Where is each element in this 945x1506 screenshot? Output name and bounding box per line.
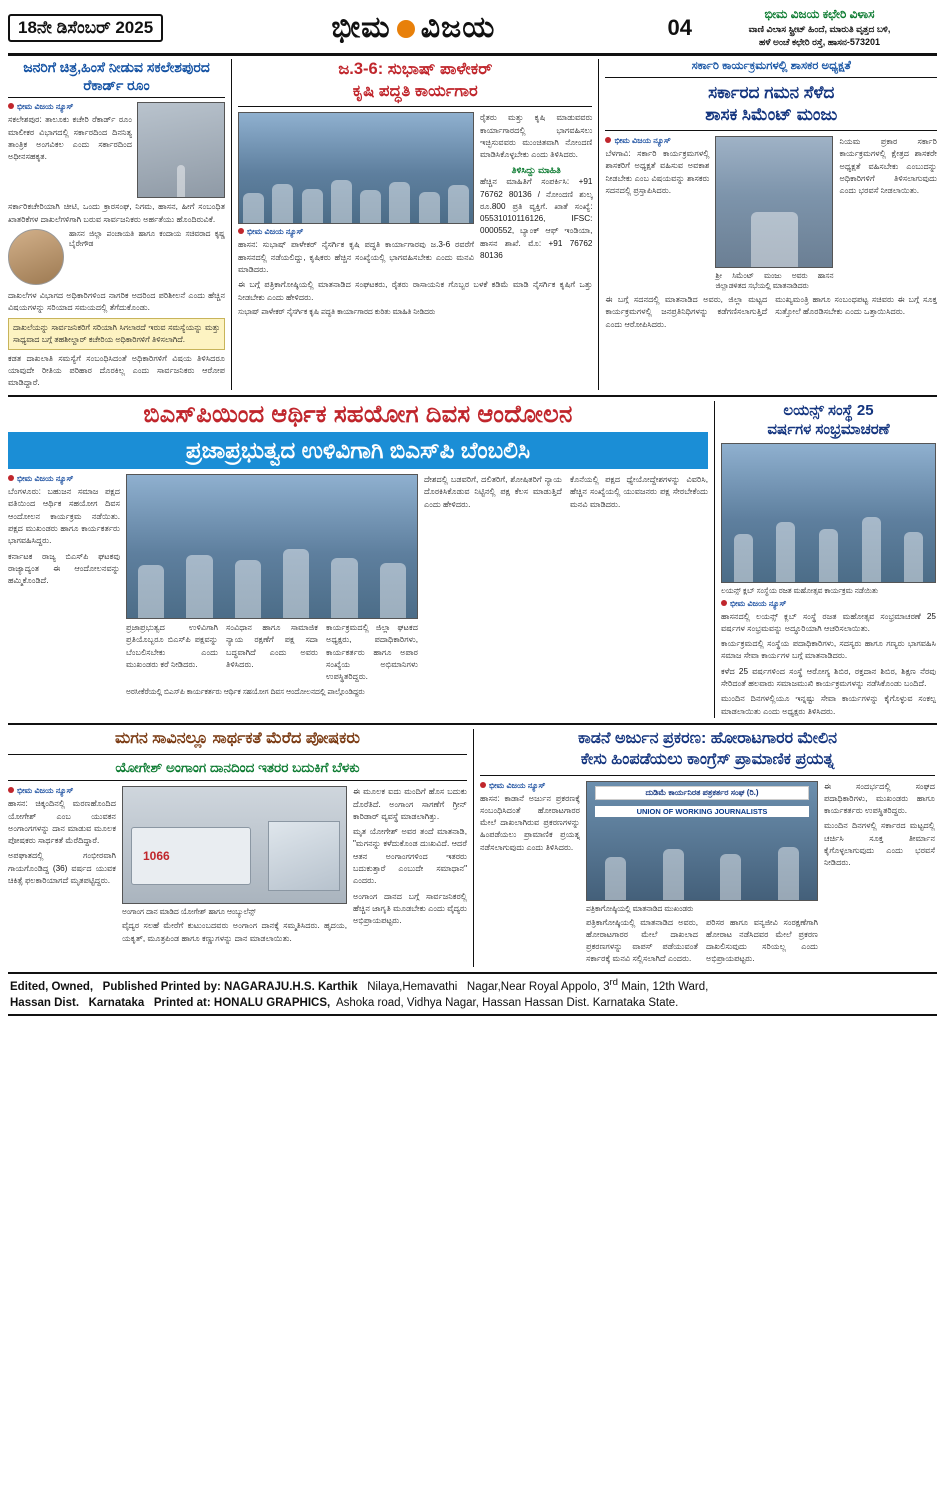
footer-printer-address: Ashoka road, Vidhya Nagar, Hassan Hassan Dist. Karnataka State. [335, 996, 679, 1009]
organ-p1: ಹಾಸನ: ಚಿಕ್ಕಂದಿನಲ್ಲಿ ಮರಣಹೊಂದಿದ ಯೋಗೇಶ್ ಎಂಬ ಯುವಕನ ಅಂಗಾಂಗಗಳನ್ನು ದಾನ ಮಾಡುವ ಮೂಲಕ ಪೋಷಕರು ಸಾರ್ಥಕತೆ ಮೆರೆದಿದ್ದಾರೆ. [8, 799, 116, 846]
organ-p2: ಅಪಘಾತದಲ್ಲಿ ಗಂಭೀರವಾಗಿ ಗಾಯಗೊಂಡಿದ್ದ (36) ವರ್ಷದ ಯುವಕ ಚಿಕಿತ್ಸೆ ಫಲಕಾರಿಯಾಗದೆ ಮೃತಪಟ್ಟಿದ್ದರು. [8, 851, 116, 886]
footer-edited-owned: Edited, Owned, [10, 981, 94, 994]
lions-p4: ಮುಂದಿನ ದಿನಗಳಲ್ಲಿಯೂ ಇನ್ನಷ್ಟು ಸೇವಾ ಕಾರ್ಯಗಳನ್ನು ಕೈಗೊಳ್ಳುವ ಸಂಕಲ್ಪ ಮಾಡಲಾಯಿತು ಎಂದು ಅಧ್ಯಕ್ಷರು ತಿಳಿಸಿದರು. [721, 694, 936, 716]
sakleshpur-p2: ಸರ್ಕಾರಿಕಚೇರಿಯಾಗಿ ಚೀಟಿ, ಒಂದು ಕ್ರಾರಸಂಘ, ನಿಗಮ, ಹಾಸನ, ಹೀಗೆ ಸಂಬಂಧಿತ ಖಾತರಿಕೆಗಳ ದಾಖಲೆಗಳಿಗಾಗಿ ಬರುವ ಸಾರ್ವಜನಿಕರು ಅರ್ಹತೆಯು ಹೊಂದಿರುವಿಕೆ. [8, 202, 226, 224]
organ-p5: ಮೃತ ಯೋಗೇಶ್ ಅವರ ತಂದೆ ಮಾತನಾಡಿ, "ಮಗನನ್ನು ಕಳೆದುಕೊಂಡ ದುಃಖವಿದೆ. ಆದರೆ ಆತನ ಅಂಗಾಂಗಗಳಿಂದ ಇತರರು ಬದುಕುತ್ತಾರೆ ಎಂಬುದೇ ಸಮಾಧಾನ" ಎಂದರು. [353, 827, 467, 886]
bsp-headline: ಬಿಎಸ್‌ಪಿಯಿಂದ ಆರ್ಥಿಕ ಸಹಯೋಗ ದಿವಸ ಆಂದೋಲನ [143, 400, 573, 428]
masthead-title-right: ವಿಜಯ [420, 10, 496, 44]
lions-photo-caption: ಲಯನ್ಸ್ ಕ್ಲಬ್ ಸಂಸ್ಥೆಯ ರಜತ ಮಹೋತ್ಸವ ಕಾರ್ಯಕ್ರಮ ನಡೆಯಿತು [721, 585, 879, 595]
bsp-p1: ಬೆಂಗಳೂರು: ಬಹುಜನ ಸಮಾಜ ಪಕ್ಷದ ವತಿಯಿಂದ ಆರ್ಥಿಕ ಸಹಯೋಗ ದಿವಸ ಆಂದೋಲನ ಕಾರ್ಯಕ್ರಮ ನಡೆಯಿತು. ಪಕ್ಷದ ಮುಖಂಡರು ಹಾಗೂ ಕಾರ್ಯಕರ್ತರು ಭಾಗವಹಿಸಿದ್ದರು. [8, 487, 120, 546]
footer-imprint [8, 972, 937, 1016]
palekar-photo [238, 112, 474, 224]
article-organ-donation [8, 729, 474, 967]
footer-published-by: Published Printed by: NAGARAJU.H.S. Karthik [102, 981, 358, 994]
mla-p4: ನಿಯಮ ಪ್ರಕಾರ ಸರ್ಕಾರಿ ಕಾರ್ಯಕ್ರಮಗಳಲ್ಲಿ ಕ್ಷೇತ್ರದ ಶಾಸಕರೇ ಅಧ್ಯಕ್ಷತೆ ವಹಿಸಬೇಕು ಎಂಬುದನ್ನು ಅಧಿಕಾರಿಗಳಿಗೆ ತಿಳಿಸಲಾಗುವುದು ಎಂದು ಭರವಸೆ ನೀಡಲಾಯಿತು. [839, 137, 937, 196]
masthead-address-line3: ಹಳೆ ಅಂಚೆ ಕಛೇರಿ ರಸ್ತೆ, ಹಾಸನ-573201 [759, 37, 880, 48]
mla-p1: ಬೆಳಗಾವಿ: ಸರ್ಕಾರಿ ಕಾರ್ಯಕ್ರಮಗಳಲ್ಲಿ ಶಾಸಕರಿಗೆ ಅಧ್ಯಕ್ಷತೆ ವಹಿಸುವ ಅವಕಾಶ ನೀಡಬೇಕು ಎಂಬ ವಿಷಯವನ್ನು ಶಾಸಕರು ಸದನದಲ್ಲಿ ಪ್ರಸ್ತಾಪಿಸಿದರು. [605, 149, 710, 195]
press-banner-kn: ದುಡಿಮೆ ಕಾರ್ಯನಿರತ ಪತ್ರಕರ್ತರ ಸಂಘ (ರಿ.) [645, 787, 759, 797]
footer-line-1 [10, 977, 935, 995]
mla-photo [715, 136, 833, 268]
byline: ಭೀಮ ವಿಜಯ ನ್ಯೂಸ್ [238, 227, 474, 237]
bsp-p7: ಕರ್ನಾಟಕ ರಾಜ್ಯ ಬಿಎಸ್‌ಪಿ ಘಟಕವು ರಾಜ್ಯಾದ್ಯಂತ ಈ ಆಂದೋಲನವನ್ನು ಹಮ್ಮಿಕೊಂಡಿದೆ. [8, 551, 120, 586]
article-palekar-workshop [231, 59, 599, 389]
article-arjuna-case [480, 729, 935, 967]
bottom-section [8, 729, 937, 967]
press-banner-en: UNION OF WORKING JOURNALISTS [636, 806, 768, 816]
article-sakleshpur [8, 59, 225, 389]
footer-hassan-dist: Hassan Dist. [10, 996, 80, 1009]
bsp-photo [126, 474, 418, 619]
palekar-p1: ಹಾಸನ: ಸುಭಾಷ್ ಪಾಳೇಕರ್ ನೈಸರ್ಗಿಕ ಕೃಷಿ ಪದ್ಧತಿ ಕಾರ್ಯಾಗಾರವು ಜ.3-6 ರವರೆಗೆ ಹಾಸನದಲ್ಲಿ ನಡೆಯಲಿದ್ದು, ಕೃಷಿಕರು ಹೆಚ್ಚಿನ ಸಂಖ್ಯೆಯಲ್ಲಿ ಭಾಗವಹಿಸಬೇಕು ಎಂದು ಮನವಿ ಮಾಡಿದರು. [238, 240, 475, 274]
bsp-p4: ಕಾರ್ಯಕ್ರಮದಲ್ಲಿ ಜಿಲ್ಲಾ ಘಟಕದ ಅಧ್ಯಕ್ಷರು, ಪದಾಧಿಕಾರಿಗಳು, ಕಾರ್ಯಕರ್ತರು ಹಾಗೂ ಅಪಾರ ಸಂಖ್ಯೆಯ ಅಭಿಮಾನಿಗಳು ಉಪಸ್ಥಿತರಿದ್ದರು. [326, 623, 418, 682]
masthead-address-line1: ಭೀಮ ವಿಜಯ ಕಛೇರಿ ವಿಳಾಸ [764, 7, 875, 21]
bsp-p6: ಕೊನೆಯಲ್ಲಿ ಪಕ್ಷದ ಧ್ಯೇಯೋದ್ದೇಶಗಳನ್ನು ವಿವರಿಸಿ, ಹೆಚ್ಚಿನ ಸಂಖ್ಯೆಯಲ್ಲಿ ಯುವಜನರು ಪಕ್ಷ ಸೇರಬೇಕೆಂದು ಮನವಿ ಮಾಡಿದರು. [570, 475, 708, 509]
arjuna-p1: ಹಾಸನ: ಕಾಡಾನೆ ಅರ್ಜುನ ಪ್ರಕರಣಕ್ಕೆ ಸಂಬಂಧಿಸಿದಂತೆ ಹೋರಾಟಗಾರರ ಮೇಲೆ ದಾಖಲಾಗಿರುವ ಪ್ರಕರಣಗಳನ್ನು ಹಿಂಪಡೆಯಲು ಪ್ರಾಮಾಣಿಕ ಪ್ರಯತ್ನ ನಡೆಸಲಾಗುವುದು ಎಂದು ತಿಳಿಸಿದರು. [480, 793, 580, 852]
sakleshpur-highlight-note: ದಾಖಲೆಯನ್ನು ಸಾರ್ವಜನಿಕರಿಗೆ ಸರಿಯಾಗಿ ಸಿಗಲಾರದೆ ಇರುವ ಸಮಸ್ಯೆಯನ್ನು ಮತ್ತು ಸಾಧ್ಯವಾದ ಬಗ್ಗೆ ತಹಶೀಲ್ದಾರ್ ಕಚೇರಿಯ ಅಧಿಕಾರಿಗಳಿಗೆ ತಿಳಿಸಲಾಗಿದೆ. [8, 318, 225, 350]
article-mla-cement-manju [605, 59, 937, 389]
sakleshpur-p3: ದಾಖಲೆಗಳ ವಿಭಾಗದ ಅಧಿಕಾರಿಗಳಿಂದ ನಾಗರಿಕ ಅದರಿಂದ ಪರಿಶೀಲನೆ ಎಂದು ಹೆಚ್ಚಿನ ವಿಷಯಗಳನ್ನು ಸರಿಯಾದ ಸಮಯದಲ್ಲಿ ತೆಗೆದುಕೊಂಡು. [8, 291, 226, 313]
organ-headline: ಯೋಗೇಶ್ ಅಂಗಾಂಗ ದಾನದಿಂದ ಇತರರ ಬದುಕಿಗೆ ಬೆಳಕು [115, 759, 360, 775]
lions-p1: ಹಾಸನದಲ್ಲಿ ಲಯನ್ಸ್ ಕ್ಲಬ್ ಸಂಸ್ಥೆ ರಜತ ಮಹೋತ್ಸವ ಸಂಭ್ರಮಾಚರಣೆ 25 ವರ್ಷಗಳ ಸಂಭ್ರಮವನ್ನು ಅದ್ಧೂರಿಯಾಗಿ ಆಚರಿಸಲಾಯಿತು. [721, 611, 936, 633]
footer-ordinal: rd [609, 977, 619, 989]
masthead-title-left: ಭೀಮ [331, 10, 391, 44]
byline: ಭೀಮ ವಿಜಯ ನ್ಯೂಸ್ [8, 102, 132, 112]
mla-headline-line1: ಸರ್ಕಾರದ ಗಮನ ಸೆಳೆದ [708, 82, 835, 102]
palekar-photo-caption: ಸುಭಾಷ್ ಪಾಳೇಕರ್ ನೈಸರ್ಗಿಕ ಕೃಷಿ ಪದ್ಧತಿ ಕಾರ್ಯಾಗಾರದ ಕುರಿತು ಮಾಹಿತಿ ನೀಡಿದರು [238, 306, 436, 316]
top-section [8, 59, 937, 389]
bsp-subheadline: ಪ್ರಜಾಪ್ರಭುತ್ವದ ಉಳಿವಿಗಾಗಿ ಬಿಎಸ್‌ಪಿ ಬೆಂಬಲಿಸಿ [8, 432, 708, 469]
organ-p3: ವೈದ್ಯರ ಸಲಹೆ ಮೇರೆಗೆ ಕುಟುಂಬದವರು ಅಂಗಾಂಗ ದಾನಕ್ಕೆ ಸಮ್ಮತಿಸಿದರು. ಹೃದಯ, ಯಕೃತ್, ಮೂತ್ರಪಿಂಡ ಹಾಗೂ ಕಣ್ಣುಗಳನ್ನು ದಾನ ಮಾಡಲಾಯಿತು. [122, 921, 347, 943]
organ-kicker: ಮಗನ ಸಾವಿನಲ್ಲೂ ಸಾರ್ಥಕತೆ ಮೆರೆದ ಪೋಷಕರು [115, 729, 360, 747]
lions-photo [721, 443, 936, 583]
lions-headline-line1: ಲಯನ್ಸ್ ಸಂಸ್ಥೆ 25 [783, 401, 874, 419]
palekar-headline-line1: ಜ.3-6: ಸುಭಾಷ್ ಪಾಳೇಕರ್ [338, 60, 493, 79]
mla-kicker: ಸರ್ಕಾರಿ ಕಾರ್ಯಕ್ರಮಗಳಲ್ಲಿ ಶಾಸಕರ ಅಧ್ಯಕ್ಷತೆ [691, 60, 851, 73]
arjuna-headline-line1: ಕಾಡನೆ ಅರ್ಜುನ ಪ್ರಕರಣ: ಹೋರಾಟಗಾರರ ಮೇಲಿನ [577, 729, 838, 747]
arjuna-photo [586, 781, 818, 901]
lions-p2: ಕಾರ್ಯಕ್ರಮದಲ್ಲಿ ಸಂಸ್ಥೆಯ ಪದಾಧಿಕಾರಿಗಳು, ಸದಸ್ಯರು ಹಾಗೂ ಗಣ್ಯರು ಭಾಗವಹಿಸಿ ಸಮಾಜ ಸೇವಾ ಕಾರ್ಯಗಳ ಬಗ್ಗೆ ಮಾತನಾಡಿದರು. [721, 639, 936, 661]
byline: ಭೀಮ ವಿಜಯ ನ್ಯೂಸ್ [8, 474, 120, 484]
arjuna-photo-caption: ಪತ್ರಿಕಾಗೋಷ್ಠಿಯಲ್ಲಿ ಮಾತನಾಡಿದ ಮುಖಂಡರು [586, 903, 694, 913]
footer-karnataka: Karnataka [88, 996, 145, 1009]
lions-p3: ಕಳೆದ 25 ವರ್ಷಗಳಿಂದ ಸಂಸ್ಥೆ ಆರೋಗ್ಯ ಶಿಬಿರ, ರಕ್ತದಾನ ಶಿಬಿರ, ಶಿಕ್ಷಣ ನೆರವು ಸೇರಿದಂತೆ ಹಲವಾರು ಸಮಾಜಮುಖಿ ಕಾರ್ಯಕ್ರಮಗಳನ್ನು ನಡೆಸಿಕೊಂಡು ಬಂದಿದೆ. [721, 666, 936, 689]
mla-p3: ಮುಖ್ಯಮಂತ್ರಿ ಹಾಗೂ ಸಂಬಂಧಪಟ್ಟ ಸಚಿವರು ಈ ಬಗ್ಗೆ ಸೂಕ್ತ ಸುತ್ತೋಲೆ ಹೊರಡಿಸಬೇಕು ಎಂದು ಒತ್ತಾಯಿಸಿದರು. [775, 295, 937, 317]
organ-photo [122, 786, 347, 904]
palekar-contact-head: ತಿಳಿಸಿದ್ದು ಮಾಹಿತಿ [511, 164, 561, 175]
masthead-date: 18ನೇ ಡಿಸೆಂಬರ್ 2025 [8, 14, 163, 42]
byline: ಭೀಮ ವಿಜಯ ನ್ಯೂಸ್ [721, 599, 936, 609]
footer-nilaya: Nilaya,Hemavathi [367, 981, 458, 994]
sakleshpur-photo-caption: ಹಾಸನ ಜಿಲ್ಲಾ ಪಂಚಾಯತಿ ಹಾಗೂ ಕಂದಾಯ ಸಚಿವರಾದ ಕೃಷ್ಣ ಬೈರೇಗೌಡ [69, 229, 226, 249]
sakleshpur-inset-photo [8, 229, 64, 285]
ambulance-number: 1066 [143, 849, 170, 864]
article-bsp [8, 401, 708, 718]
masthead-address-line2: ವಾಣಿ ವಿಲಾಸ ಸ್ಟ್ರೀಟ್ ಹಿಂದೆ, ಮಾರುತಿ ವೃತ್ತದ ಬಳಿ, [748, 24, 891, 35]
sakleshpur-photo [137, 102, 225, 198]
footer-nagar: Nagar,Near Royal Appolo, 3 [466, 981, 610, 994]
masthead [8, 6, 937, 56]
arjuna-p5: ಮುಂದಿನ ದಿನಗಳಲ್ಲಿ ಸರ್ಕಾರದ ಮಟ್ಟದಲ್ಲಿ ಚರ್ಚಿಸಿ ಸೂಕ್ತ ತೀರ್ಮಾನ ಕೈಗೊಳ್ಳಲಾಗುವುದು ಎಂದು ಭರವಸೆ ನೀಡಿದರು. [824, 821, 935, 868]
bsp-photo-caption: ಅರಸೀಕೆರೆಯಲ್ಲಿ ಬಿಎಸ್‌ಪಿ ಕಾರ್ಯಕರ್ತರು ಆರ್ಥಿಕ ಸಹಯೋಗ ದಿವಸ ಆಂದೋಲನದಲ್ಲಿ ಪಾಲ್ಗೊಂಡಿದ್ದರು [126, 686, 365, 696]
organ-photo-caption: ಅಂಗಾಂಗ ದಾನ ಮಾಡಿದ ಯೋಗೇಶ್ ಹಾಗೂ ಆಂಬ್ಯುಲೆನ್ಸ್ [122, 907, 256, 917]
middle-section [8, 401, 937, 718]
bsp-p5: ದೇಶದಲ್ಲಿ ಬಡವರಿಗೆ, ದಲಿತರಿಗೆ, ಶೋಷಿತರಿಗೆ ನ್ಯಾಯ ದೊರಕಿಸಿಕೊಡುವ ನಿಟ್ಟಿನಲ್ಲಿ ಪಕ್ಷ ಕೆಲಸ ಮಾಡುತ್ತಿದೆ ಎಂದು ಹೇಳಿದರು. [424, 475, 562, 509]
sakleshpur-headline: ಜನರಿಗೆ ಚಿತ್ರ,ಹಿಂಸೆ ನೀಡುವ ಸಕಲೇಶಪುರದ ರೆಕಾರ್ಡ್ ರೂಂ [8, 59, 225, 98]
organ-p4: ಈ ಮೂಲಕ ಐದು ಮಂದಿಗೆ ಹೊಸ ಬದುಕು ದೊರೆತಿದೆ. ಅಂಗಾಂಗ ಸಾಗಣೆಗೆ ಗ್ರೀನ್ ಕಾರಿಡಾರ್ ವ್ಯವಸ್ಥೆ ಮಾಡಲಾಗಿತ್ತು. [353, 787, 467, 821]
article-lions-club [714, 401, 936, 718]
mla-photo-caption: ಶ್ರೀ ಸಿಮೆಂಟ್ ಮಂಜು ಅವರು ಹಾಸನ ಜಿಲ್ಲಾಡಳಿತದ ಸಭೆಯಲ್ಲಿ ಮಾತನಾಡಿದರು [715, 271, 834, 291]
footer-printed-at: Printed at: HONALU GRAPHICS, [153, 996, 331, 1009]
sakleshpur-p1: ಸಕಲೇಶಪುರ: ತಾಲೂಕು ಕಚೇರಿ ರೆಕಾರ್ಡ್ ರೂಂ ಮಾಲೀಕರ ವಿಭಾಗದಲ್ಲಿ ಸರ್ಕಾರದಿಂದ ದಿನನಿತ್ಯ ತಾಂತ್ರಿಕ ಅಂಗವಿಕಲ ಎಂದು ಸರ್ಕಾರದಿಂದ ಅಧೀನಸಹಕೃತ. [8, 115, 133, 162]
bsp-p2: ಪ್ರಜಾಪ್ರಭುತ್ವದ ಉಳಿವಿಗಾಗಿ ಪ್ರತಿಯೊಬ್ಬರೂ ಬಿಎಸ್‌ಪಿ ಪಕ್ಷವನ್ನು ಬೆಂಬಲಿಸಬೇಕು ಎಂದು ಮುಖಂಡರು ಕರೆ ನೀಡಿದರು. [126, 623, 218, 669]
masthead-address [702, 6, 937, 49]
palekar-p3: ರೈತರು ಮತ್ತು ಕೃಷಿ ಮಾಡುವವರು ಕಾರ್ಯಾಗಾರದಲ್ಲಿ ಭಾಗವಹಿಸಲು ಇಚ್ಛಿಸುವವರು ಮುಂಚಿತವಾಗಿ ನೋಂದಣಿ ಮಾಡಿಸಿಕೊಳ್ಳಬೇಕು ಎಂದು ತಿಳಿಸಿದರು. [480, 113, 593, 160]
palekar-contact-text: ಹೆಚ್ಚಿನ ಮಾಹಿತಿಗೆ ಸಂಪರ್ಕಿಸಿ: +91 76762 80136 / ನೋಂದಣಿ ಶುಲ್ಕ ರೂ.800 ಪ್ರತಿ ವ್ಯಕ್ತಿಗೆ. ಖಾತೆ ಸಂಖ್ಯೆ: 05531010116126, IFSC: 0000552, ಬ್ಯಾಂಕ್ ಆಫ್ ಇಂಡಿಯಾ, ಹಾಸನ ಶಾಖೆ. ಮೊ: +91 76762 80136 [480, 177, 593, 261]
arjuna-headline-line2: ಕೇಸು ಹಿಂಪಡೆಯಲು ಕಾಂಗ್ರೆಸ್ ಪ್ರಾಮಾಣಿಕ ಪ್ರಯತ್ನ [580, 750, 835, 768]
bsp-p3: ಸಂವಿಧಾನ ಹಾಗೂ ಸಾಮಾಜಿಕ ನ್ಯಾಯ ರಕ್ಷಣೆಗೆ ಪಕ್ಷ ಸದಾ ಬದ್ಧವಾಗಿದೆ ಎಂದು ಅವರು ತಿಳಿಸಿದರು. [226, 623, 318, 669]
sakleshpur-p4: ಕಡತ ದಾಖಲಾತಿ ಸಮಸ್ಯೆಗೆ ಸಂಬಂಧಿಸಿದಂತೆ ಅಧಿಕಾರಿಗಳಿಗೆ ವಿಷಯ ತಿಳಿಸಿದರೂ ಯಾವುದೇ ರೀತಿಯ ಪರಿಹಾರ ದೊರಕಿಲ್ಲ ಎಂದು ಸಾರ್ವಜನಿಕರು ಆರೋಪ ಮಾಡಿದ್ದಾರೆ. [8, 353, 226, 388]
byline: ಭೀಮ ವಿಜಯ ನ್ಯೂಸ್ [480, 781, 580, 791]
mla-p2: ಈ ಬಗ್ಗೆ ಸದನದಲ್ಲಿ ಮಾತನಾಡಿದ ಅವರು, ಜಿಲ್ಲಾ ಮಟ್ಟದ ಕಾರ್ಯಕ್ರಮಗಳಲ್ಲಿ ಜನಪ್ರತಿನಿಧಿಗಳನ್ನು ಕಡೆಗಣಿಸಲಾಗುತ್ತಿದೆ ಎಂದು ಆರೋಪಿಸಿದರು. [605, 295, 768, 329]
page-number: 04 [667, 14, 692, 40]
footer-main-ward: Main, 12th Ward, [618, 981, 709, 994]
mla-headline-line2: ಶಾಸಕ ಸಿಮೆಂಟ್ ಮಂಜು [705, 104, 838, 124]
arjuna-p4: ಈ ಸಂದರ್ಭದಲ್ಲಿ ಸಂಘದ ಪದಾಧಿಕಾರಿಗಳು, ಮುಖಂಡರು ಹಾಗೂ ಕಾರ್ಯಕರ್ತರು ಉಪಸ್ಥಿತರಿದ್ದರು. [824, 781, 935, 816]
palekar-headline-line2: ಕೃಷಿ ಪದ್ಧತಿ ಕಾರ್ಯಗಾರ [352, 81, 478, 100]
masthead-title [169, 11, 657, 45]
byline: ಭೀಮ ವಿಜಯ ನ್ಯೂಸ್ [605, 136, 709, 146]
arjuna-p2: ಪತ್ರಿಕಾಗೋಷ್ಠಿಯಲ್ಲಿ ಮಾತನಾಡಿದ ಅವರು, ಹೋರಾಟಗಾರರ ಮೇಲೆ ದಾಖಲಾದ ಪ್ರಕರಣಗಳನ್ನು ವಾಪಸ್ ಪಡೆಯುವಂತೆ ಸರ್ಕಾರಕ್ಕೆ ಮನವಿ ಸಲ್ಲಿಸಲಾಗಿದೆ ಎಂದರು. [586, 917, 698, 964]
arjuna-p3: ಪರಿಸರ ಹಾಗೂ ವನ್ಯಜೀವಿ ಸಂರಕ್ಷಣೆಗಾಗಿ ಹೋರಾಟ ನಡೆಸಿದವರ ಮೇಲೆ ಪ್ರಕರಣ ದಾಖಲಿಸುವುದು ಸರಿಯಲ್ಲ ಎಂದು ಅಭಿಪ್ರಾಯಪಟ್ಟರು. [706, 917, 818, 964]
masthead-logo-dot-icon [397, 20, 415, 38]
footer-line-2 [10, 996, 935, 1012]
organ-p6: ಅಂಗಾಂಗ ದಾನದ ಬಗ್ಗೆ ಸಾರ್ವಜನಿಕರಲ್ಲಿ ಹೆಚ್ಚಿನ ಜಾಗೃತಿ ಮೂಡಬೇಕು ಎಂದು ವೈದ್ಯರು ಅಭಿಪ್ರಾಯಪಟ್ಟರು. [353, 891, 467, 926]
palekar-p2: ಈ ಬಗ್ಗೆ ಪತ್ರಿಕಾಗೋಷ್ಠಿಯಲ್ಲಿ ಮಾತನಾಡಿದ ಸಂಘಟಕರು, ರೈತರು ರಾಸಾಯನಿಕ ಗೊಬ್ಬರ ಬಳಕೆ ಕಡಿಮೆ ಮಾಡಿ ನೈಸರ್ಗಿಕ ಕೃಷಿಗೆ ಒತ್ತು ನೀಡಬೇಕು ಎಂದು ಹೇಳಿದರು. [238, 280, 593, 302]
lions-headline-line2: ವರ್ಷಗಳ ಸಂಭ್ರಮಾಚರಣೆ [767, 421, 890, 439]
byline: ಭೀಮ ವಿಜಯ ನ್ಯೂಸ್ [8, 786, 116, 796]
